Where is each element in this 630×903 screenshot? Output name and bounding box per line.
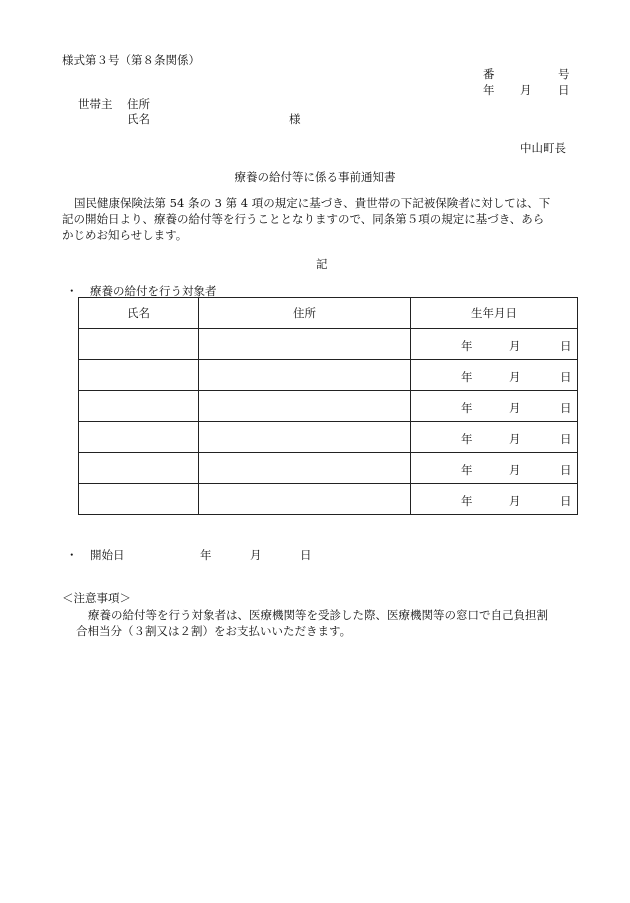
year-label: 年 [461, 339, 473, 353]
month-label: 月 [509, 463, 521, 477]
address-cell [199, 360, 411, 391]
day-label: 日 [560, 401, 572, 415]
address-cell [199, 391, 411, 422]
day-label: 日 [560, 432, 572, 446]
day-label: 日 [560, 370, 572, 384]
notes-line-1: 療養の給付等を行う対象者は、医療機関等を受診した際、医療機関等の窓口で自己負担割 [88, 608, 548, 622]
month-label: 月 [509, 370, 521, 384]
name-cell [79, 329, 199, 360]
header-address: 住所 [199, 298, 411, 329]
body-line-1: 国民健康保険法第 54 条の 3 第 4 項の規定に基づき、貴世帯の下記被保険者に対しては、下 [74, 196, 551, 210]
name-cell [79, 360, 199, 391]
header-name: 氏名 [79, 298, 199, 329]
notes-paragraph [62, 607, 587, 639]
recipient-address-label: 住所 [127, 97, 150, 111]
month-label: 月 [509, 339, 521, 353]
year-label: 年 [461, 370, 473, 384]
name-cell [79, 422, 199, 453]
table-row [79, 484, 578, 515]
target-persons-table [78, 297, 578, 515]
start-year-label: 年 [200, 548, 212, 562]
birthdate-cell [411, 422, 578, 453]
birthdate-cell [411, 360, 578, 391]
day-label: 日 [560, 463, 572, 477]
body-line-3: かじめお知らせします。 [62, 228, 188, 242]
year-label: 年 [461, 463, 473, 477]
birthdate-cell [411, 391, 578, 422]
table-header-row [79, 298, 578, 329]
year-label: 年 [461, 494, 473, 508]
name-cell [79, 484, 199, 515]
section2-bullet: ・ [66, 548, 78, 562]
address-cell [199, 422, 411, 453]
birthdate-cell [411, 453, 578, 484]
number-suffix: 号 [558, 67, 570, 81]
year-label: 年 [461, 401, 473, 415]
month-label: 月 [509, 494, 521, 508]
name-cell [79, 453, 199, 484]
address-cell [199, 484, 411, 515]
table-row [79, 360, 578, 391]
month-label: 月 [509, 401, 521, 415]
day-label: 日 [560, 339, 572, 353]
table-row [79, 422, 578, 453]
ki-heading: 記 [316, 257, 328, 271]
notes-heading: ＜注意事項＞ [62, 591, 131, 605]
body-line-2: 記の開始日より、療養の給付等を行うこととなりますので、同条第５項の規定に基づき、あら [62, 212, 545, 226]
month-label: 月 [509, 432, 521, 446]
birthdate-cell [411, 329, 578, 360]
name-cell [79, 391, 199, 422]
date-year-label: 年 [483, 83, 495, 97]
section1-label: 療養の給付を行う対象者 [90, 284, 217, 298]
start-day-label: 日 [300, 548, 312, 562]
section1-bullet: ・ [66, 284, 78, 298]
table-row [79, 329, 578, 360]
recipient-name-label: 氏名 [127, 112, 150, 126]
date-day-label: 日 [558, 83, 570, 97]
date-month-label: 月 [520, 83, 532, 97]
day-label: 日 [560, 494, 572, 508]
table-row [79, 391, 578, 422]
form-number: 様式第３号（第８条関係） [62, 53, 200, 67]
start-date-label: 開始日 [90, 548, 125, 562]
body-paragraph [62, 195, 582, 243]
recipient-head-label: 世帯主 [78, 97, 113, 111]
sender-name: 中山町長 [520, 141, 566, 155]
number-label: 番 [483, 67, 495, 81]
start-month-label: 月 [250, 548, 262, 562]
address-cell [199, 329, 411, 360]
address-cell [199, 453, 411, 484]
year-label: 年 [461, 432, 473, 446]
header-birthdate: 生年月日 [411, 298, 578, 329]
birthdate-cell [411, 484, 578, 515]
document-title: 療養の給付等に係る事前通知書 [234, 170, 396, 184]
table-row [79, 453, 578, 484]
notes-line-2: 合相当分（３割又は２割）をお支払いいただきます。 [76, 624, 352, 638]
recipient-honorific: 様 [289, 112, 301, 126]
